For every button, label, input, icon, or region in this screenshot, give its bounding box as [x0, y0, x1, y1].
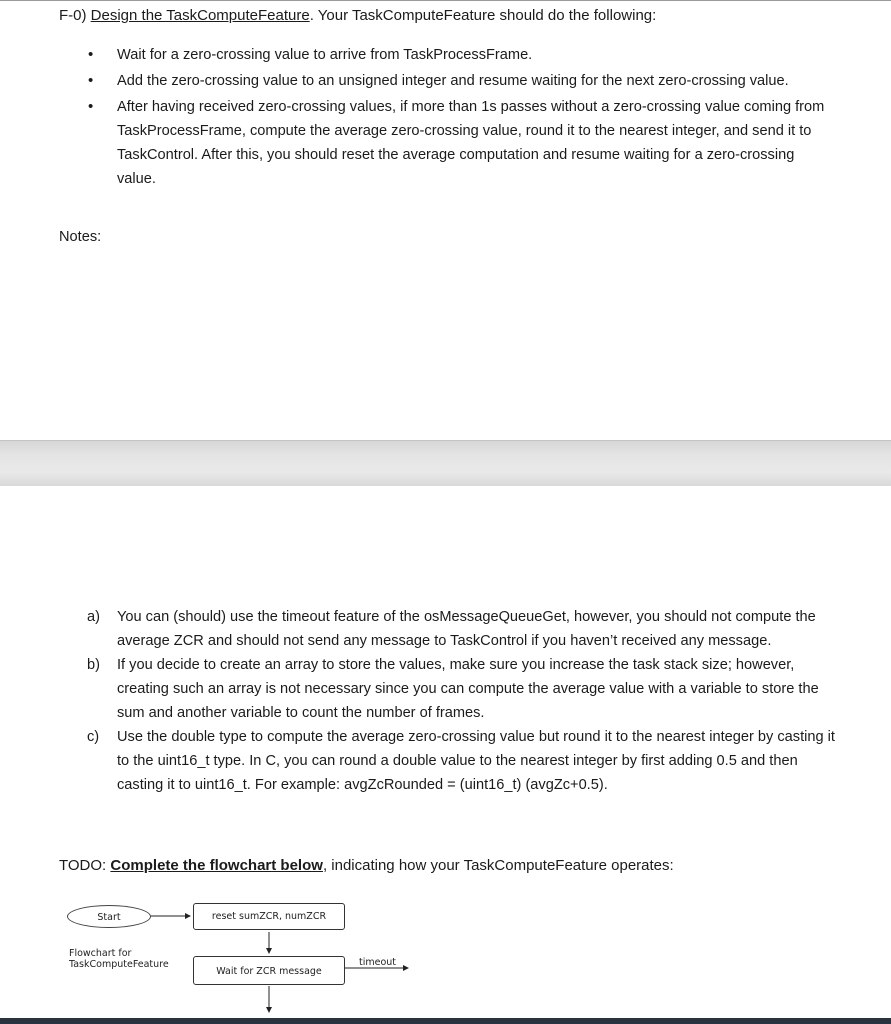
- list-item: • Add the zero-crossing value to an unsigned integer and resume waiting for the next zero-crossing value.: [88, 72, 789, 89]
- heading-link: Design the TaskComputeFeature: [90, 7, 310, 24]
- list-item: b) If you decide to create an array to store the values, make sure you increase the task stack size; however, creating such an array is not necessary since you can compute the average value with a variable to store the sum and another variable to count the number of frames.: [87, 657, 819, 721]
- flowchart-caption: Flowchart for TaskComputeFeature: [69, 948, 169, 970]
- window-bottom-bar: [0, 1018, 891, 1024]
- section-heading: F-0) Design the TaskComputeFeature. Your TaskComputeFeature should do the following:: [59, 7, 657, 24]
- notes-label: Notes:: [59, 229, 102, 245]
- flowchart-reset-node: reset sumZCR, numZCR: [193, 903, 345, 930]
- page-break-gap: [0, 440, 891, 487]
- flowchart-wait-node: Wait for ZCR message: [193, 956, 345, 985]
- list-item: • Wait for a zero-crossing value to arrive from TaskProcessFrame.: [88, 46, 533, 63]
- list-item: • After having received zero-crossing values, if more than 1s passes without a zero-crossing value coming from TaskProcessFrame, compute the average zero-crossing value, round it to the nearest integer, and send it to TaskControl. After this, you should reset the average computation and resume waiting for a zero-crossing value.: [88, 98, 825, 187]
- list-item: a) You can (should) use the timeout feature of the osMessageQueueGet, however, you should not compute the average ZCR and should not send any message to TaskControl if you haven’t received any message.: [87, 609, 816, 649]
- document-page-top: [0, 0, 891, 441]
- list-item: c) Use the double type to compute the average zero-crossing value but round it to the nearest integer by casting it to the uint16_t type. In C, you can round a double value to the nearest integer by first adding 0.5 and then casting it to uint16_t. For example: avgZcRounded = (uint16_t) (avgZc+0.5).: [87, 729, 835, 793]
- flowchart-start-node: Start: [67, 905, 151, 928]
- requirements-list: [88, 43, 828, 193]
- notes-list: [87, 605, 837, 797]
- todo-instruction: TODO: Complete the flowchart below, indicating how your TaskComputeFeature operates:: [59, 857, 674, 874]
- flowchart-timeout-label: timeout: [359, 957, 397, 968]
